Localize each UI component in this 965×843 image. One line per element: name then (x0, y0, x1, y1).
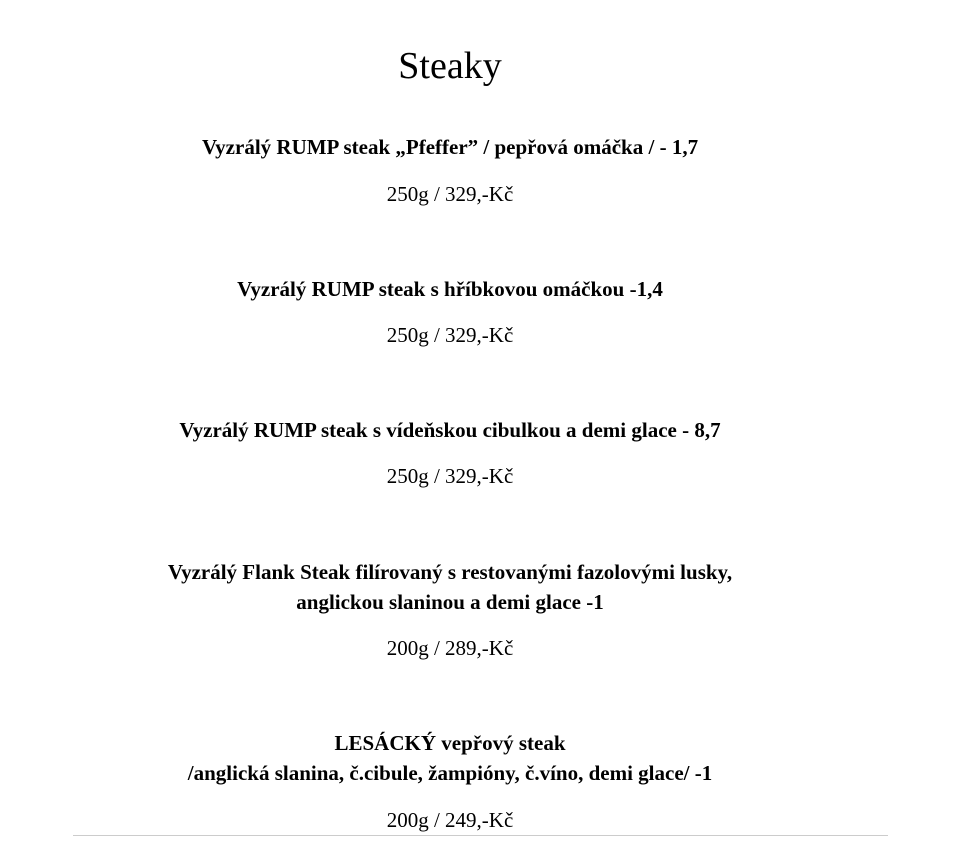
menu-item-name (0, 728, 900, 788)
menu-item-price: 200g / 249,-Kč (386, 808, 514, 832)
menu-item-name-line: Vyzrálý RUMP steak s hříbkovou omáčkou -1,4 (237, 277, 663, 301)
menu-item-price: 250g / 329,-Kč (386, 323, 514, 347)
menu-item-price: 250g / 329,-Kč (386, 464, 514, 488)
menu-item-name-line: Vyzrálý RUMP steak s vídeňskou cibulkou a demi glace - 8,7 (179, 418, 721, 442)
menu-item-name (0, 132, 900, 162)
menu-item-name-line: LESÁCKÝ vepřový steak (334, 731, 566, 755)
menu-item-name (0, 274, 900, 304)
menu-item-name (0, 557, 900, 617)
menu-item-price: 200g / 289,-Kč (386, 636, 514, 660)
menu-item-name-line: /anglická slanina, č.cibule, žampióny, č.víno, demi glace/ -1 (187, 761, 713, 785)
menu-item-name-line: Vyzrálý RUMP steak „Pfeffer” / pepřová omáčka / - 1,7 (201, 135, 699, 159)
section-title: Steaky (398, 45, 502, 88)
bottom-divider (73, 835, 888, 836)
menu-item-price: 250g / 329,-Kč (386, 182, 514, 206)
menu-item-name (0, 415, 900, 445)
menu-item-name-line: Vyzrálý Flank Steak filírovaný s restovanými fazolovými lusky, (167, 560, 733, 584)
menu-item-name-line: anglickou slaninou a demi glace -1 (296, 590, 604, 614)
